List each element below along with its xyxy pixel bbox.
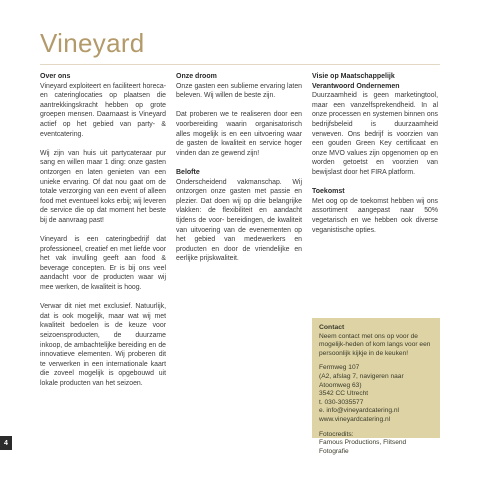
paragraph: Duurzaamheid is geen marketingtool, maar een vanzelfsprekendheid. In al onze processen en systemen binnen ons bedrijfsbeleid is duurzaamheid verweven. Ons bedrijf is voorzien van een gouden Green Key certificaat en onze MVO values zijn opgenomen op en worden getoetst en voorzien van bewijslast door het FIRA platform. — [312, 92, 438, 176]
column-dream — [176, 72, 302, 273]
credits-heading: Fotocredits: — [319, 430, 354, 438]
website-link[interactable]: www.vineyardcatering.nl — [319, 415, 391, 423]
address-line: Fermweg 107 — [319, 364, 360, 372]
column-vision — [312, 72, 438, 245]
contact-heading: Contact — [319, 324, 345, 331]
heading-promise: Belofte — [176, 168, 200, 176]
paragraph: Onderscheidend vakmanschap. Wij ontzorgen onze gasten met passie en plezier. Dat doen wij op drie belangrijke vlakken: de flexibiliteit en aandacht tijdens de voor- bereidingen, de kwaliteit van uitvoering van de evenementen op het gebied van medewerkers en producten en door de vriendelijke en eerlijke prijskwaliteit. — [176, 178, 302, 263]
heading-future: Toekomst — [312, 188, 345, 196]
title-divider — [40, 64, 440, 65]
contact-address — [319, 364, 433, 424]
contact-box — [312, 318, 440, 455]
email-link[interactable]: e. info@vineyardcatering.nl — [319, 407, 400, 415]
page-title: Vineyard — [40, 28, 145, 58]
column-about — [40, 72, 166, 398]
photo-credits — [319, 431, 433, 457]
paragraph: Verwar dit niet met exclusief. Natuurlijk, dat is ook mogelijk, maar wat wij met kwaliteit bedoelen is de keuze voor seizoensproducten, de duurzame inkoop, de ambachtelijke bereiding en de innovatieve elementen. Wij proberen dit te verwerken in een internationale kaart die zoveel mogelijk is opgebouwd uit lokale producten van het seizoen. — [40, 303, 166, 387]
address-line: (A2, afslag 7, navigeren naar Atoomweg 63) — [319, 372, 404, 389]
address-line: 3542 CC Utrecht — [319, 390, 369, 398]
credits-text: Famous Productions, Flitsend Fotografie — [319, 439, 407, 455]
paragraph: Dat proberen we te realiseren door een voorbereiding waarin organisatorisch alles mogelijk is en een uitvoering waar de gasten de kwaliteit en service hoger vinden dan ze gewend zijn! — [176, 111, 302, 157]
paragraph: Met oog op de toekomst hebben wij ons assortiment aangepast naar 50% vegetarisch en we hebben ook diverse veganistische opties. — [312, 197, 438, 234]
phone: t. 030-3035577 — [319, 398, 364, 406]
paragraph: Vineyard is een cateringbedrijf dat professioneel, creatief en met liefde voor het vak invulling geeft aan food & beverage concepten. Er is bij ons veel aandacht voor de producten waar wij mee werken, de kwaliteit is hoog. — [40, 236, 166, 292]
heading-vision: Visie op Maatschappelijk Verantwoord Ondernemen — [312, 73, 400, 90]
paragraph: Vineyard exploiteert en faciliteert horeca- en cateringlocaties op plaatsen die aantrekkingskracht hebben op grote groepen mensen. Daarnaast is Vineyard actief op het gebied van party- & eventcatering. — [40, 82, 166, 138]
paragraph: Onze gasten een sublieme ervaring laten beleven. Wij willen de beste zijn. — [176, 82, 302, 100]
heading-about: Over ons — [40, 73, 71, 80]
paragraph: Wij zijn van huis uit partycateraar pur sang en willen maar 1 ding: onze gasten ontzorgen en laten genieten van een unieke ervaring. Of dat nou gaat om de totale verzorging van een event of alleen food met eventueel koks erbij; wij leveren de service die op dat moment het beste bij de aanvraag past! — [40, 149, 167, 224]
contact-intro: Neem contact met ons op voor de mogelijk-heden of kom langs voor een persoonlijk kijkje in de keuken! — [319, 332, 431, 357]
heading-dream: Onze droom — [176, 73, 217, 80]
page-number: 4 — [0, 436, 12, 450]
